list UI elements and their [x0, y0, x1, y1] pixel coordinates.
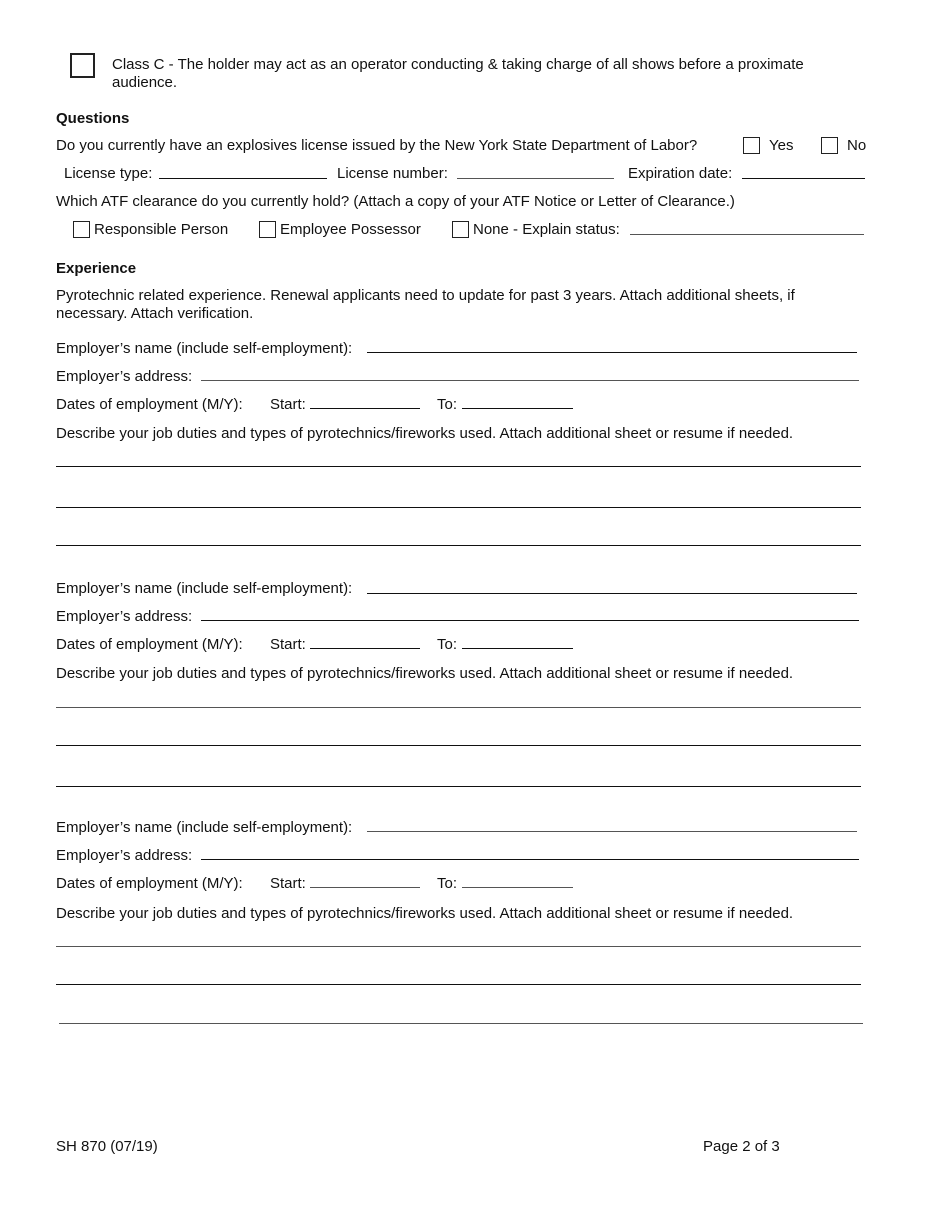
- employer-address-label: Employer’s address:: [56, 847, 193, 864]
- license-no-checkbox[interactable]: [821, 137, 838, 154]
- class-c-text: Class C - The holder may act as an operator conducting & taking charge of all shows before a proximate audience.: [112, 56, 804, 91]
- to-label: To:: [437, 396, 458, 413]
- start-field[interactable]: [310, 887, 420, 888]
- employer-address-field[interactable]: [201, 620, 859, 621]
- experience-intro: Pyrotechnic related experience. Renewal applicants need to update for past 3 years. Attach additional sheets, if necessary. Attach verification.: [56, 287, 795, 322]
- employer-address-label: Employer’s address:: [56, 608, 193, 625]
- describe-field-line[interactable]: [56, 507, 861, 508]
- explosives-license-question: Do you currently have an explosives license issued by the New York State Department of Labor?: [56, 137, 698, 154]
- dates-label: Dates of employment (M/Y):: [56, 396, 243, 413]
- none-label: None - Explain status:: [473, 221, 620, 238]
- questions-heading: Questions: [56, 110, 130, 127]
- experience-heading: Experience: [56, 260, 137, 277]
- describe-field-line[interactable]: [56, 707, 861, 708]
- employer-address-label: Employer’s address:: [56, 368, 193, 385]
- start-label: Start:: [270, 396, 306, 413]
- describe-label: Describe your job duties and types of pyrotechnics/fireworks used. Attach additional sheet or resume if needed.: [56, 665, 794, 682]
- license-yes-checkbox[interactable]: [743, 137, 760, 154]
- employer-address-field[interactable]: [201, 859, 859, 860]
- license-no-label: No: [847, 137, 867, 154]
- employer-name-label: Employer’s name (include self-employment):: [56, 580, 353, 597]
- employer-address-field[interactable]: [201, 380, 859, 381]
- employee-possessor-checkbox[interactable]: [259, 221, 276, 238]
- expiration-date-field[interactable]: [742, 178, 865, 179]
- class-c-checkbox[interactable]: [70, 53, 95, 78]
- describe-field-line[interactable]: [56, 984, 861, 985]
- to-label: To:: [437, 636, 458, 653]
- to-field[interactable]: [462, 887, 573, 888]
- atf-clearance-question: Which ATF clearance do you currently hold? (Attach a copy of your ATF Notice or Letter of Clearance.): [56, 193, 735, 210]
- employer-name-field[interactable]: [367, 352, 857, 353]
- describe-field-line[interactable]: [56, 745, 861, 746]
- form-id: SH 870 (07/19): [56, 1138, 158, 1155]
- to-field[interactable]: [462, 648, 573, 649]
- license-type-label: License type:: [64, 165, 153, 182]
- license-yes-label: Yes: [769, 137, 794, 154]
- start-label: Start:: [270, 636, 306, 653]
- employer-name-label: Employer’s name (include self-employment):: [56, 819, 353, 836]
- license-number-field[interactable]: [457, 178, 614, 179]
- none-checkbox[interactable]: [452, 221, 469, 238]
- describe-label: Describe your job duties and types of pyrotechnics/fireworks used. Attach additional sheet or resume if needed.: [56, 905, 794, 922]
- dates-label: Dates of employment (M/Y):: [56, 875, 243, 892]
- start-field[interactable]: [310, 648, 420, 649]
- start-field[interactable]: [310, 408, 420, 409]
- license-type-field[interactable]: [159, 178, 327, 179]
- page-number: Page 2 of 3: [703, 1138, 780, 1155]
- describe-field-line[interactable]: [59, 1023, 863, 1024]
- describe-field-line[interactable]: [56, 545, 861, 546]
- dates-label: Dates of employment (M/Y):: [56, 636, 243, 653]
- employee-possessor-label: Employee Possessor: [280, 221, 421, 238]
- employer-name-label: Employer’s name (include self-employment):: [56, 340, 353, 357]
- describe-field-line[interactable]: [56, 946, 861, 947]
- describe-field-line[interactable]: [56, 466, 861, 467]
- describe-field-line[interactable]: [56, 786, 861, 787]
- describe-label: Describe your job duties and types of pyrotechnics/fireworks used. Attach additional sheet or resume if needed.: [56, 425, 794, 442]
- employer-name-field[interactable]: [367, 831, 857, 832]
- to-field[interactable]: [462, 408, 573, 409]
- responsible-person-label: Responsible Person: [94, 221, 229, 238]
- none-explain-field[interactable]: [630, 234, 864, 235]
- license-number-label: License number:: [337, 165, 448, 182]
- to-label: To:: [437, 875, 458, 892]
- responsible-person-checkbox[interactable]: [73, 221, 90, 238]
- expiration-date-label: Expiration date:: [628, 165, 733, 182]
- employer-name-field[interactable]: [367, 593, 857, 594]
- start-label: Start:: [270, 875, 306, 892]
